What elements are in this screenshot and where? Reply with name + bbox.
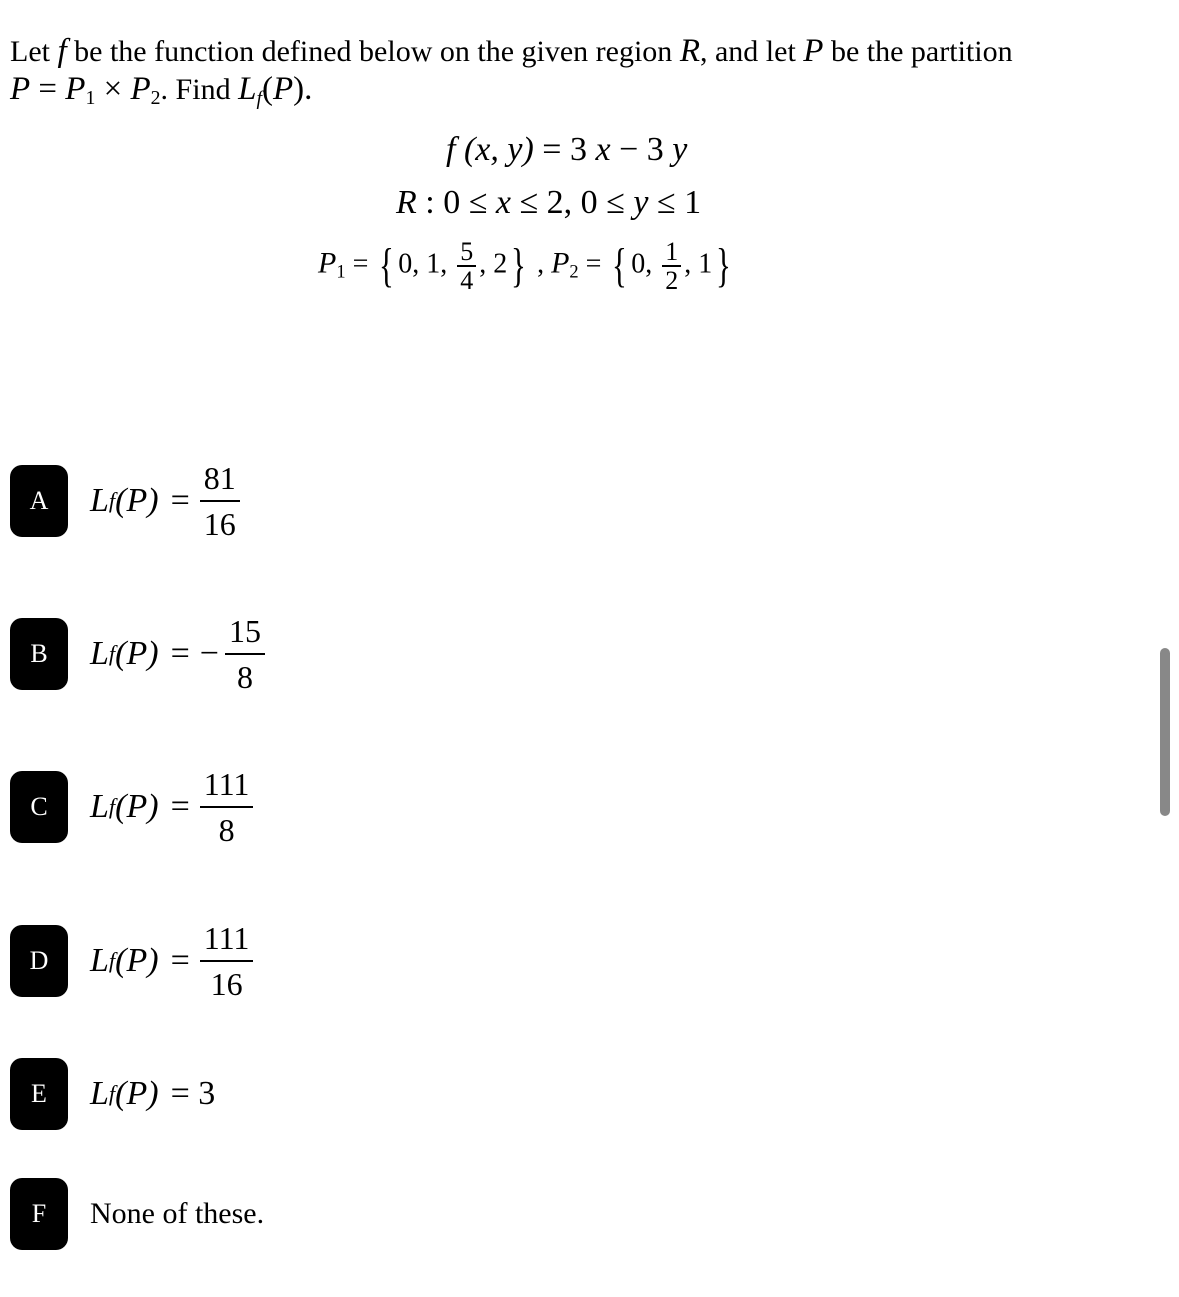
var-P: P: [803, 33, 824, 69]
region-definition: [396, 183, 701, 223]
answer-fraction: [200, 456, 240, 546]
option-letter-badge[interactable]: C: [10, 771, 68, 843]
denominator: 8: [218, 812, 235, 848]
function-definition: [446, 130, 687, 170]
fraction-1-2: [662, 238, 681, 295]
subscript: f: [108, 794, 116, 819]
answer-option-e[interactable]: [10, 1058, 225, 1130]
answer-fraction: [200, 762, 254, 852]
denominator: 16: [203, 506, 236, 542]
paren: (: [261, 71, 273, 107]
answer-option-a[interactable]: [10, 460, 240, 542]
question-text: Let: [10, 35, 58, 68]
var-P: P: [10, 71, 31, 107]
lhs-paren: (P): [115, 942, 159, 979]
var-f: f: [57, 33, 67, 69]
subscript: f: [108, 488, 116, 513]
var-y: y: [633, 184, 649, 221]
question-text: , and let: [699, 35, 804, 68]
question-line-1: [10, 32, 1013, 71]
region-text: : 0 ≤: [416, 184, 496, 221]
lhs-paren: (P): [115, 482, 159, 519]
numerator: 1: [662, 238, 681, 267]
open-brace: {: [379, 239, 395, 292]
answer-fraction: [200, 916, 254, 1006]
var-x: x: [495, 184, 511, 221]
lhs-paren: (P): [115, 788, 159, 825]
var-R: R: [396, 184, 417, 221]
minus-sign: −: [199, 635, 219, 672]
option-letter-badge[interactable]: B: [10, 618, 68, 690]
subscript: f: [108, 948, 116, 973]
option-letter-badge[interactable]: F: [10, 1178, 68, 1250]
question-text: . Find: [160, 73, 239, 106]
partition-definition: [318, 238, 735, 295]
set-items: 0,: [631, 248, 660, 280]
var-y: y: [672, 131, 688, 168]
var-L: L: [90, 788, 109, 825]
numerator: 81: [200, 456, 240, 502]
answer-option-b[interactable]: [10, 613, 265, 695]
fraction-5-4: [457, 238, 476, 295]
equals: =: [170, 788, 190, 825]
var-R: R: [679, 33, 700, 69]
denominator: 4: [460, 266, 474, 296]
equals-value: = 3: [170, 1075, 216, 1112]
option-expression: [90, 456, 240, 546]
var-L: L: [238, 71, 257, 107]
function-args: (x, y): [455, 131, 543, 168]
answer-fraction: [225, 609, 265, 699]
close-brace: }: [511, 239, 527, 292]
option-letter-badge[interactable]: D: [10, 925, 68, 997]
var-P: P: [272, 71, 294, 107]
subscript: f: [108, 1081, 116, 1106]
close-brace: }: [716, 239, 732, 292]
var-P2: P: [130, 71, 151, 107]
option-expression: [90, 916, 253, 1006]
question-text: be the partition: [823, 35, 1013, 68]
equals: =: [578, 248, 609, 280]
set-items: , 1: [684, 248, 713, 280]
var-L: L: [90, 482, 109, 519]
paren: ).: [293, 71, 313, 107]
answer-option-c[interactable]: [10, 766, 253, 848]
var-L: L: [90, 635, 109, 672]
subscript: f: [256, 87, 262, 110]
equals: =: [170, 635, 190, 672]
numerator: 111: [200, 762, 254, 808]
denominator: 8: [236, 659, 253, 695]
option-letter-badge[interactable]: A: [10, 465, 68, 537]
question-line-2: [10, 70, 312, 118]
equals: =: [170, 482, 190, 519]
lhs-paren: (P): [115, 1075, 159, 1112]
numerator: 15: [225, 609, 265, 655]
option-letter-badge[interactable]: E: [10, 1058, 68, 1130]
subscript: 2: [150, 86, 161, 109]
subscript: f: [108, 641, 116, 666]
region-text: ≤ 1: [648, 184, 702, 221]
var-f: f: [446, 131, 456, 168]
numerator: 5: [457, 238, 476, 267]
option-text: None of these.: [90, 1197, 265, 1230]
equals: = 3: [542, 131, 596, 168]
var-L: L: [90, 942, 109, 979]
var-P1: P: [65, 71, 86, 107]
subscript: 1: [85, 86, 96, 109]
vertical-scrollbar[interactable]: [1160, 648, 1170, 816]
separator: ,: [530, 248, 552, 280]
equals: =: [30, 71, 66, 107]
option-expression: [90, 609, 265, 699]
minus: − 3: [610, 131, 673, 168]
subscript: 1: [336, 261, 346, 282]
answer-option-d[interactable]: [10, 920, 253, 1002]
var-P1: P: [318, 246, 337, 280]
equals: =: [170, 942, 190, 979]
var-P2: P: [551, 246, 570, 280]
var-x: x: [595, 131, 611, 168]
numerator: 111: [200, 916, 254, 962]
set-items: , 2: [479, 248, 508, 280]
option-expression: [90, 1075, 225, 1113]
region-text: ≤ 2, 0 ≤: [510, 184, 634, 221]
equals: =: [345, 248, 376, 280]
set-items: 0, 1,: [398, 248, 455, 280]
open-brace: {: [612, 239, 628, 292]
times-sign: ×: [95, 71, 131, 107]
var-L: L: [90, 1075, 109, 1112]
answer-option-f[interactable]: [10, 1178, 264, 1250]
question-text: be the function defined below on the given region: [66, 35, 680, 68]
option-expression: [90, 762, 253, 852]
lhs-paren: (P): [115, 635, 159, 672]
denominator: 2: [665, 266, 679, 296]
subscript: 2: [569, 261, 579, 282]
denominator: 16: [210, 966, 243, 1002]
